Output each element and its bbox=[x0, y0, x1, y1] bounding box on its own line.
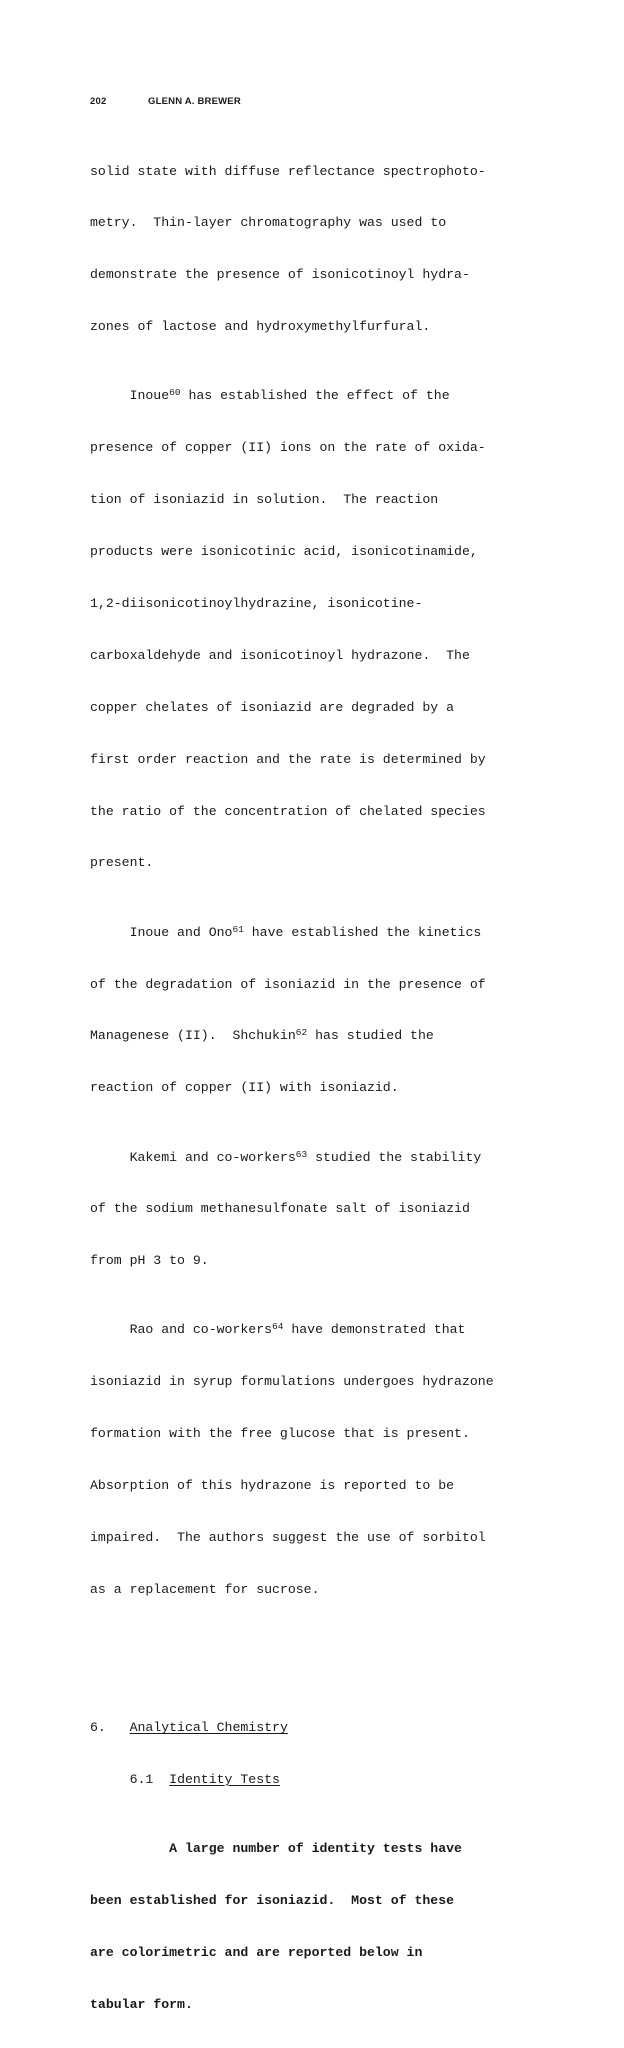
section-title: Analytical Chemistry bbox=[129, 1720, 288, 1736]
text-line: present. bbox=[90, 855, 154, 871]
text-line: products were isonicotinic acid, isonicotinamide, bbox=[90, 544, 478, 560]
reference-62: 62 bbox=[295, 1027, 308, 1039]
text-line: from pH 3 to 9. bbox=[90, 1253, 209, 1269]
text-line: carboxaldehyde and isonicotinoyl hydrazone. The bbox=[90, 647, 470, 663]
section-heading bbox=[90, 1719, 550, 1736]
text-line: tabular form. bbox=[90, 1997, 193, 2013]
subsection-number: 6.1 bbox=[129, 1772, 170, 1788]
text-line: copper chelates of isoniazid are degraded by a bbox=[90, 699, 455, 715]
text-line: of the sodium methanesulfonate salt of isoniazid bbox=[90, 1201, 470, 1217]
text-line: as a replacement for sucrose. bbox=[90, 1581, 320, 1597]
text-line: first order reaction and the rate is determined by bbox=[90, 751, 486, 767]
paragraph-gap bbox=[90, 1650, 550, 1667]
text-line: presence of copper (II) ions on the rate of oxida- bbox=[90, 440, 486, 456]
body-text bbox=[90, 128, 550, 2048]
text-line: isoniazid in syrup formulations undergoes hydrazone bbox=[90, 1374, 494, 1390]
text-line: Absorption of this hydrazone is reported to be bbox=[90, 1478, 455, 1494]
text-line: been established for isoniazid. Most of these bbox=[90, 1893, 455, 1909]
running-header bbox=[90, 96, 241, 107]
text-line: Inoue and Ono$^{61}$ have established the kinetics bbox=[90, 923, 482, 940]
text-line: demonstrate the presence of isonicotinoyl hydra- bbox=[90, 267, 470, 283]
reference-60: 60 bbox=[169, 387, 181, 399]
text-line: Kakemi and co-workers$^{63}$ studied the stability bbox=[90, 1148, 482, 1165]
subsection-title: Identity Tests bbox=[169, 1772, 280, 1788]
text-line: solid state with diffuse reflectance spectrophoto- bbox=[90, 163, 486, 179]
author-name: GLENN A. BREWER bbox=[148, 96, 241, 107]
text-line: Rao and co-workers$^{64}$ have demonstrated that bbox=[90, 1321, 466, 1338]
text-line: Inoue$^{60}$ has established the effect of the bbox=[90, 387, 450, 404]
section-number: 6. bbox=[90, 1720, 130, 1736]
subsection-heading bbox=[90, 1771, 550, 1788]
page-number: 202 bbox=[90, 96, 107, 107]
text-line: tion of isoniazid in solution. The reaction bbox=[90, 492, 439, 508]
text-line: formation with the free glucose that is present. bbox=[90, 1426, 470, 1442]
text-line: Managenese (II). Shchukin$^{62}$ has studied the bbox=[90, 1027, 434, 1044]
text-line: the ratio of the concentration of chelated species bbox=[90, 803, 486, 819]
reference-63: 63 bbox=[295, 1148, 308, 1160]
text-line: metry. Thin-layer chromatography was used to bbox=[90, 215, 447, 231]
reference-61: 61 bbox=[232, 923, 244, 935]
text-line: 1,2-diisonicotinoylhydrazine, isonicotine- bbox=[90, 596, 423, 612]
text-line: reaction of copper (II) with isoniazid. bbox=[90, 1080, 399, 1096]
text-line: of the degradation of isoniazid in the presence of bbox=[90, 976, 486, 992]
text-line: are colorimetric and are reported below in bbox=[90, 1945, 423, 1961]
text-line: impaired. The authors suggest the use of sorbitol bbox=[90, 1530, 486, 1546]
text-line: A large number of identity tests have bbox=[90, 1841, 462, 1857]
reference-64: 64 bbox=[272, 1321, 284, 1333]
text-line: zones of lactose and hydroxymethylfurfural. bbox=[90, 319, 431, 335]
